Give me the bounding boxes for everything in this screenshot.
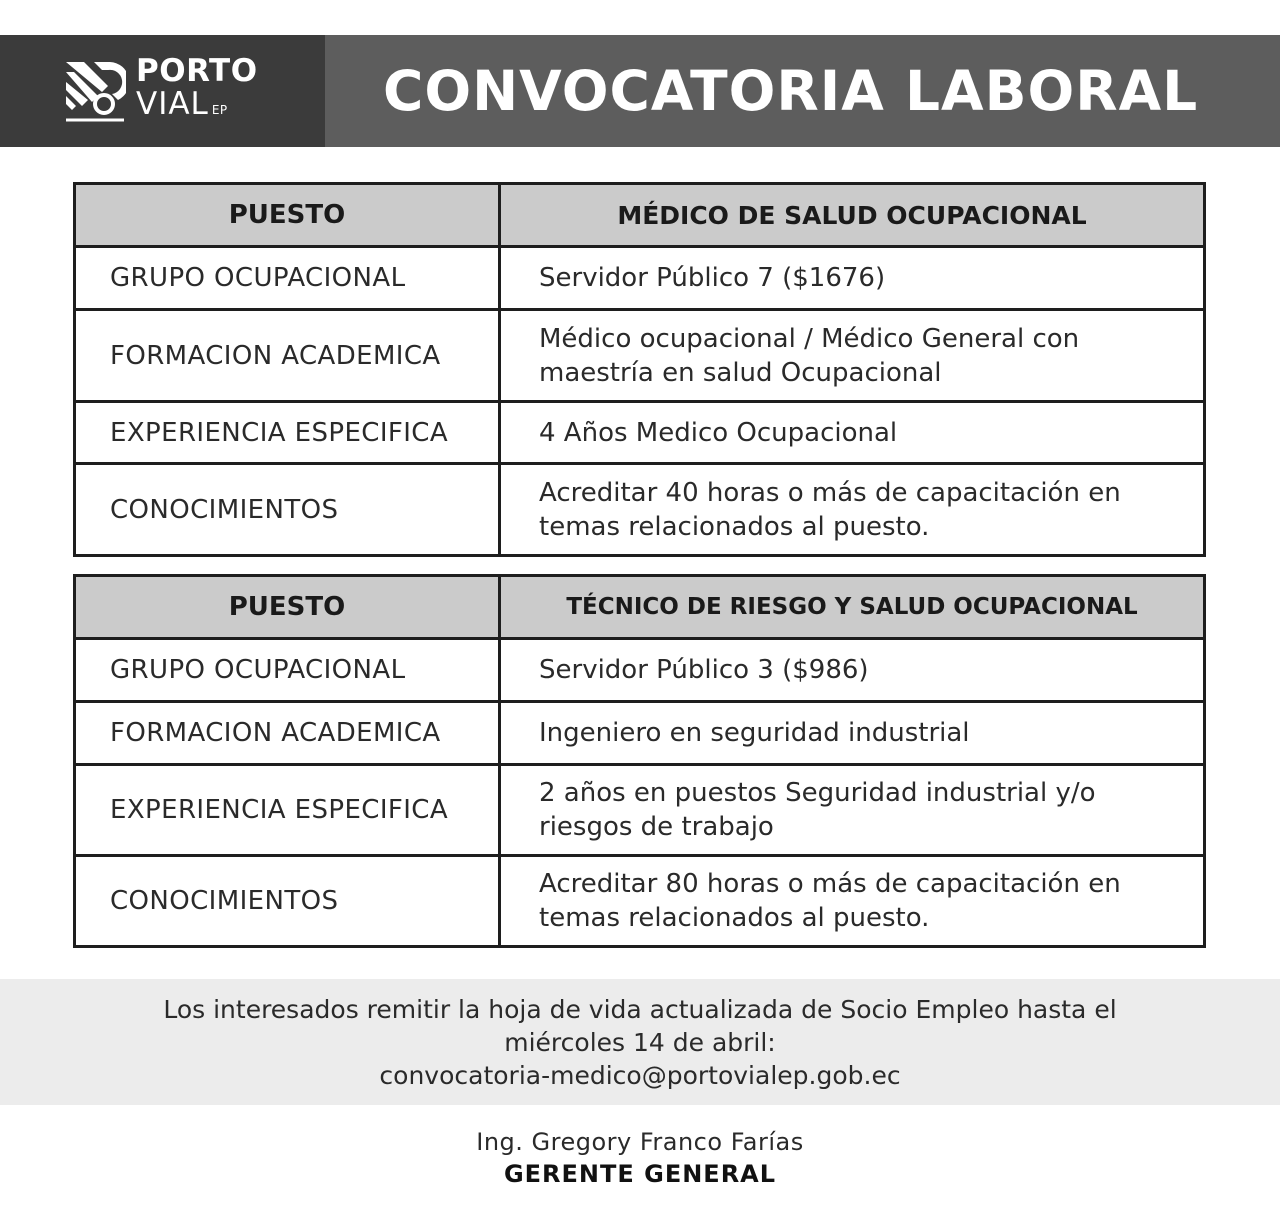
logo-wordmark [136, 55, 258, 121]
position-table-tecnico [73, 574, 1206, 948]
row-value: Servidor Público 3 ($986) [500, 639, 1205, 702]
header-banner [0, 35, 1280, 147]
row-label: CONOCIMIENTOS [75, 464, 500, 556]
row-label: GRUPO OCUPACIONAL [75, 247, 500, 310]
puesto-header-label: PUESTO [75, 576, 500, 639]
logo-suffix-ep: EP [211, 103, 228, 117]
row-value: Médico ocupacional / Médico General con maestría en salud Ocupacional [500, 310, 1205, 402]
porto-vial-logo-icon [64, 60, 126, 122]
signatory-name: Ing. Gregory Franco Farías [476, 1128, 804, 1156]
table-row [75, 856, 1205, 947]
position-table-medico [73, 182, 1206, 557]
row-label: FORMACION ACADEMICA [75, 310, 500, 402]
table-row [75, 464, 1205, 556]
row-value: 4 Años Medico Ocupacional [500, 402, 1205, 464]
row-value: Acreditar 80 horas o más de capacitación en temas relacionados al puesto. [500, 856, 1205, 947]
signatory-role: GERENTE GENERAL [503, 1160, 777, 1188]
row-value: Acreditar 40 horas o más de capacitación en temas relacionados al puesto. [500, 464, 1205, 556]
row-label: EXPERIENCIA ESPECIFICA [75, 402, 500, 464]
instructions-line-1: Los interesados remitir la hoja de vida actualizada de Socio Empleo hasta el [163, 995, 1117, 1024]
title-block [325, 35, 1280, 147]
table-row [75, 310, 1205, 402]
logo-block [0, 35, 325, 147]
table-row [75, 702, 1205, 765]
contact-email[interactable]: convocatoria-medico@portovialep.gob.ec [379, 1061, 901, 1090]
row-label: FORMACION ACADEMICA [75, 702, 500, 765]
row-label: GRUPO OCUPACIONAL [75, 639, 500, 702]
table-row [75, 765, 1205, 856]
application-instructions [0, 979, 1280, 1105]
table-row [75, 247, 1205, 310]
row-label: CONOCIMIENTOS [75, 856, 500, 947]
position-title: TÉCNICO DE RIESGO Y SALUD OCUPACIONAL [500, 576, 1205, 639]
row-label: EXPERIENCIA ESPECIFICA [75, 765, 500, 856]
table-row [75, 639, 1205, 702]
puesto-header-label: PUESTO [75, 184, 500, 247]
logo-word-porto: PORTO [136, 53, 258, 89]
row-value: Ingeniero en seguridad industrial [500, 702, 1205, 765]
table-row [75, 402, 1205, 464]
instructions-line-2: miércoles 14 de abril: [504, 1028, 776, 1057]
row-value: Servidor Público 7 ($1676) [500, 247, 1205, 310]
page-title: CONVOCATORIA LABORAL [383, 59, 1199, 123]
signature-block [0, 1126, 1280, 1190]
table-header-row [75, 184, 1205, 247]
table-header-row [75, 576, 1205, 639]
position-title: MÉDICO DE SALUD OCUPACIONAL [500, 184, 1205, 247]
row-value: 2 años en puestos Seguridad industrial y/o riesgos de trabajo [500, 765, 1205, 856]
logo-word-vial: VIAL [136, 86, 209, 122]
